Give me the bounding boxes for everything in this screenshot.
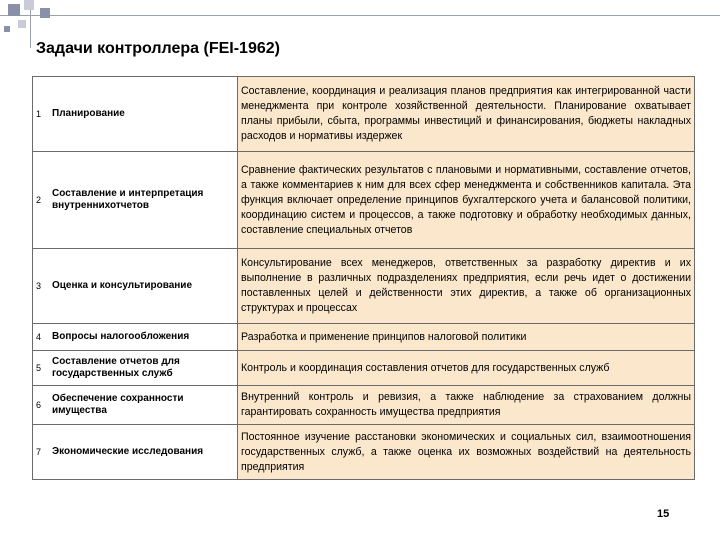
task-number: 1 bbox=[33, 77, 50, 152]
task-name: Составление отчетов для государственных служб bbox=[49, 351, 238, 386]
task-number: 5 bbox=[33, 351, 50, 386]
task-number: 2 bbox=[33, 152, 50, 249]
page-number: 15 bbox=[657, 508, 670, 520]
task-name: Составление и интерпретация внутреннихотчетов bbox=[49, 152, 238, 249]
task-description: Составление, координация и реализация планов предприятия как интегрированной части менеджмента при контроле хозяйственной деятельности. Планирование охватывает планы прибыли, сбыта, программы инвестиций и финансирования, бюджеты накладных расходов и нормативы издержек bbox=[238, 77, 695, 152]
task-description: Контроль и координация составления отчетов для государственных служб bbox=[238, 351, 695, 386]
decor-square bbox=[8, 4, 20, 16]
decor-horizontal-line bbox=[0, 15, 720, 16]
decor-square bbox=[24, 0, 34, 10]
task-name: Планирование bbox=[49, 77, 238, 152]
task-name: Экономические исследования bbox=[49, 425, 238, 480]
task-number: 7 bbox=[33, 425, 50, 480]
table-row bbox=[33, 425, 695, 480]
table-row bbox=[33, 77, 695, 152]
table-row bbox=[33, 324, 695, 351]
task-description: Разработка и применение принципов налоговой политики bbox=[238, 324, 695, 351]
controller-tasks-table bbox=[32, 76, 695, 480]
task-name: Вопросы налогообложения bbox=[49, 324, 238, 351]
table-row bbox=[33, 351, 695, 386]
slide-title: Задачи контроллера (FEI-1962) bbox=[36, 40, 280, 57]
task-description: Внутренний контроль и ревизия, а также наблюдение за страхованием должны гарантировать сохранность имущества предприятия bbox=[238, 386, 695, 425]
task-description: Постоянное изучение расстановки экономических и социальных сил, взаимоотношения государственных служб, а также оценка их возможных воздействий на деятельность предприятия bbox=[238, 425, 695, 480]
task-number: 4 bbox=[33, 324, 50, 351]
task-name: Обеспечение сохранности имущества bbox=[49, 386, 238, 425]
table-row bbox=[33, 152, 695, 249]
decor-square bbox=[40, 8, 50, 18]
table-row bbox=[33, 386, 695, 425]
task-description: Сравнение фактических результатов с плановыми и нормативными, составление отчетов, а также комментариев к ним для всех сфер менеджмента и собственников капитала. Эта функция включает определение принципов бухгалтерского учета и балансовой политики, координацию систем и процессов, а также подготовку и обработку необходимых данных, составление специальных отчетов bbox=[238, 152, 695, 249]
task-number: 6 bbox=[33, 386, 50, 425]
task-number: 3 bbox=[33, 249, 50, 324]
table-row bbox=[33, 249, 695, 324]
decor-square bbox=[18, 20, 26, 28]
task-description: Консультирование всех менеджеров, ответственных за разработку директив и их выполнение в различных подразделениях предприятия, если речь идет о достижении поставленных целей и действенности этих директив, а также об организационных структурах и процессах bbox=[238, 249, 695, 324]
decor-square bbox=[4, 26, 10, 32]
task-name: Оценка и консультирование bbox=[49, 249, 238, 324]
